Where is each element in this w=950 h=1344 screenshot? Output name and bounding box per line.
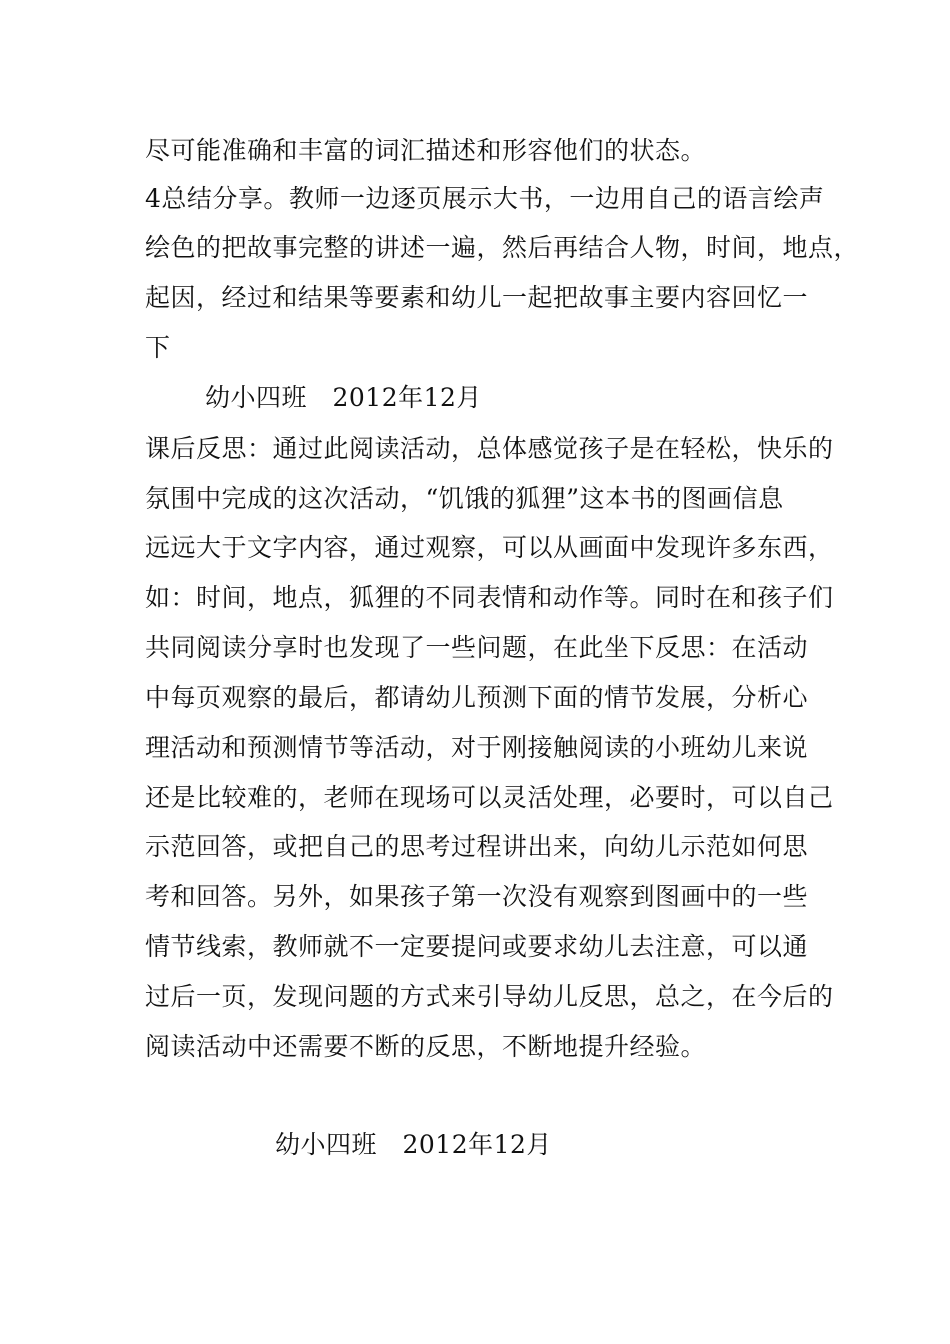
reflection-line-13: 阅读活动中还需要不断的反思，不断地提升经验。: [145, 1032, 707, 1061]
reflection-line-2: 氛围中完成的这次活动，“饥饿的狐狸”这本书的图画信息: [145, 484, 784, 513]
reflection-line-6: 中每页观察的最后，都请幼儿预测下面的情节发展，分析心: [145, 683, 809, 712]
intro-line-2: 4总结分享。教师一边逐页展示大书，一边用自己的语言绘声: [145, 184, 825, 213]
intro-line-5: 下: [145, 333, 171, 362]
intro-line-4: 起因，经过和结果等要素和幼儿一起把故事主要内容回忆一: [145, 283, 809, 312]
intro-line-3: 绘色的把故事完整的讲述一遍，然后再结合人物，时间，地点，: [145, 233, 860, 262]
reflection-line-9: 示范回答，或把自己的思考过程讲出来，向幼儿示范如何思: [145, 832, 809, 861]
reflection-line-3: 远远大于文字内容，通过观察，可以从画面中发现许多东西，: [145, 533, 834, 562]
signature-2: 幼小四班 2012年12月: [275, 1130, 552, 1159]
reflection-line-1: 课后反思：通过此阅读活动，总体感觉孩子是在轻松，快乐的: [145, 434, 834, 463]
reflection-line-11: 情节线索，教师就不一定要提问或要求幼儿去注意，可以通: [145, 932, 809, 961]
intro-line-1: 尽可能准确和丰富的词汇描述和形容他们的状态。: [145, 136, 707, 165]
reflection-line-10: 考和回答。另外，如果孩子第一次没有观察到图画中的一些: [145, 882, 809, 911]
reflection-line-12: 过后一页，发现问题的方式来引导幼儿反思，总之，在今后的: [145, 982, 834, 1011]
reflection-line-8: 还是比较难的，老师在现场可以灵活处理，必要时，可以自己: [145, 783, 834, 812]
reflection-line-4: 如：时间，地点，狐狸的不同表情和动作等。同时在和孩子们: [145, 583, 834, 612]
reflection-line-7: 理活动和预测情节等活动，对于刚接触阅读的小班幼儿来说: [145, 733, 809, 762]
signature-1: 幼小四班 2012年12月: [205, 383, 482, 412]
reflection-line-5: 共同阅读分享时也发现了一些问题，在此坐下反思：在活动: [145, 633, 809, 662]
